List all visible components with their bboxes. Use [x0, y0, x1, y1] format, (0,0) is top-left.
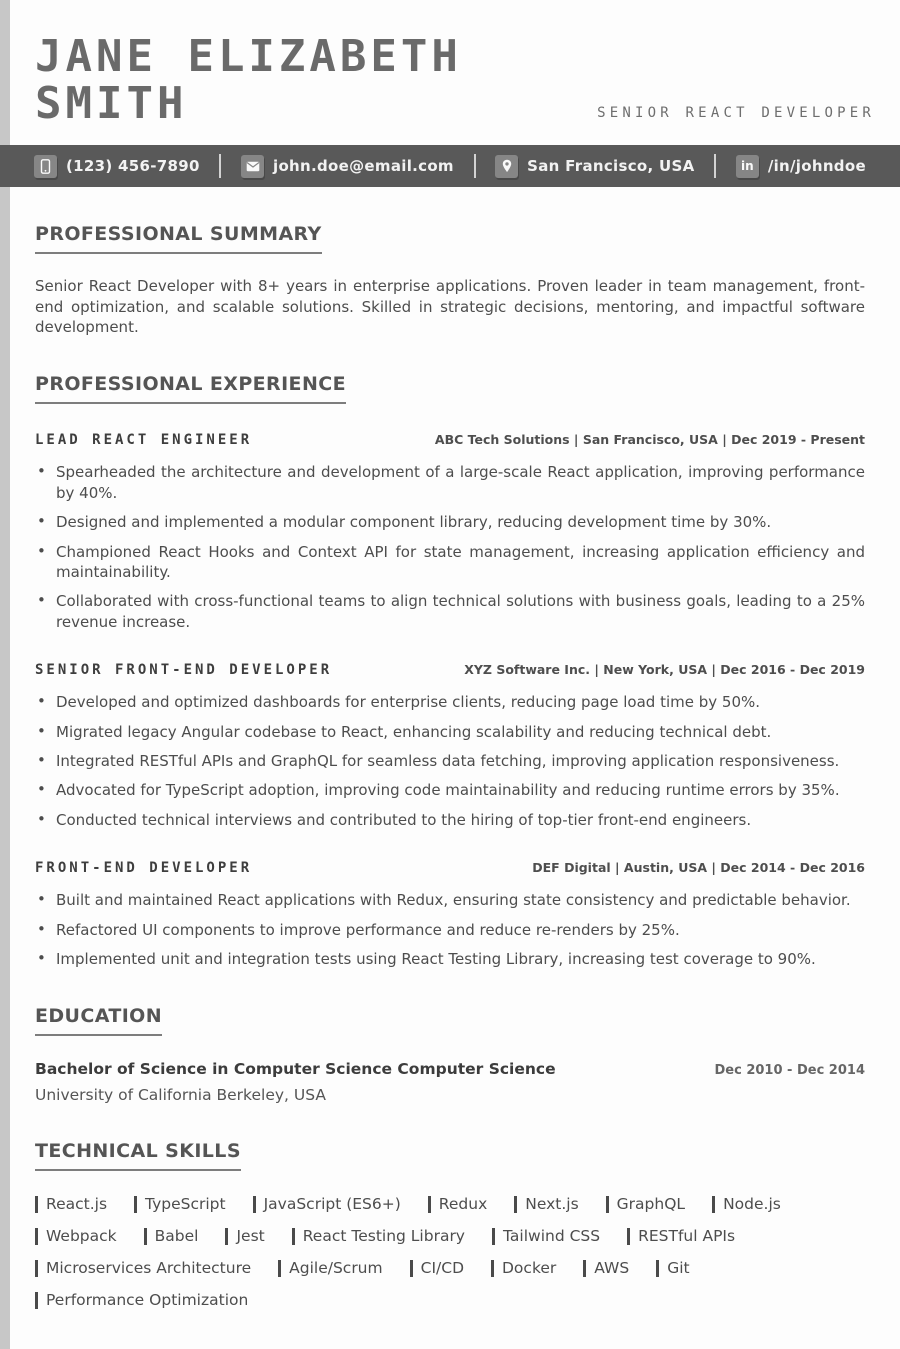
contact-phone [34, 155, 200, 178]
contact-separator [714, 154, 716, 178]
experience-job [35, 662, 865, 830]
job-bullet: • Refactored UI components to improve performance and reduce re-renders by 25%. [35, 920, 865, 940]
skill-item [253, 1195, 401, 1213]
job-bullet: • Built and maintained React applications with Redux, ensuring state consistency and predictable behavior. [35, 890, 865, 910]
skill-label: Next.js [525, 1195, 579, 1214]
skill-label: Jest [236, 1227, 265, 1246]
skill-item [514, 1195, 578, 1213]
skill-label: Agile/Scrum [289, 1259, 383, 1278]
job-meta: DEF Digital | Austin, USA | Dec 2014 - Dec 2016 [532, 860, 865, 876]
experience-job [35, 432, 865, 632]
skill-item [712, 1195, 781, 1213]
skill-separator-bar [278, 1260, 281, 1277]
section-professional-summary [35, 223, 865, 337]
contact-linkedin [736, 155, 866, 178]
skill-label: Docker [502, 1259, 557, 1278]
section-professional-experience [35, 373, 865, 969]
skill-separator-bar [583, 1260, 586, 1277]
skill-separator-bar [428, 1196, 431, 1213]
job-header [35, 860, 865, 876]
job-header [35, 662, 865, 678]
job-bullets [35, 890, 865, 969]
candidate-name [35, 31, 462, 129]
skill-item [35, 1259, 251, 1277]
skill-label: CI/CD [420, 1259, 464, 1278]
resume-body [0, 223, 900, 1349]
skill-item [225, 1227, 264, 1245]
contact-bar [0, 145, 900, 187]
section-education [35, 1005, 865, 1104]
skill-separator-bar [410, 1260, 413, 1277]
skill-separator-bar [514, 1196, 517, 1213]
skill-separator-bar [492, 1228, 495, 1245]
skill-separator-bar [35, 1228, 38, 1245]
job-bullet: • Championed React Hooks and Context API for state management, increasing application efficiency and maintainability. [35, 542, 865, 583]
job-bullet: • Collaborated with cross-functional teams to align technical solutions with business goals, leading to a 25% revenue increase. [35, 591, 865, 632]
linkedin-icon: in [736, 155, 759, 178]
skill-item [428, 1195, 487, 1213]
skill-label: TypeScript [145, 1195, 226, 1214]
contact-separator [219, 154, 221, 178]
location-pin-icon [495, 155, 518, 178]
education-school: University of California Berkeley, USA [35, 1086, 326, 1105]
job-bullets [35, 692, 865, 830]
skill-label: Performance Optimization [46, 1291, 249, 1310]
skill-separator-bar [225, 1228, 228, 1245]
job-bullet: • Migrated legacy Angular codebase to React, enhancing scalability and reducing technical debt. [35, 722, 865, 742]
skill-separator-bar [35, 1260, 38, 1277]
job-meta: ABC Tech Solutions | San Francisco, USA | Dec 2019 - Present [434, 432, 865, 448]
job-bullet: • Advocated for TypeScript adoption, improving code maintainability and reducing runtime errors by 35%. [35, 780, 865, 800]
job-title: SENIOR FRONT-END DEVELOPER [35, 662, 333, 679]
skill-label: Redux [438, 1195, 488, 1214]
skill-item [144, 1227, 199, 1245]
skill-item [491, 1259, 556, 1277]
skill-item [292, 1227, 465, 1245]
skill-item [606, 1195, 685, 1213]
contact-separator [474, 154, 476, 178]
skill-label: Webpack [46, 1227, 117, 1246]
job-bullet: • Conducted technical interviews and contributed to the hiring of top-tier front-end engineers. [35, 810, 865, 830]
job-bullet: • Integrated RESTful APIs and GraphQL for seamless data fetching, improving application responsiveness. [35, 751, 865, 771]
skill-label: React Testing Library [302, 1227, 465, 1246]
email-icon [241, 155, 264, 178]
phone-icon [34, 155, 57, 178]
skills-list [35, 1195, 865, 1309]
skill-label: Tailwind CSS [503, 1227, 601, 1246]
contact-email [241, 155, 454, 178]
skill-item [35, 1227, 117, 1245]
skill-item [35, 1195, 107, 1213]
left-accent-stripe [0, 0, 10, 1349]
skill-item [627, 1227, 735, 1245]
skill-separator-bar [292, 1228, 295, 1245]
skills-heading: TECHNICAL SKILLS [35, 1140, 241, 1171]
candidate-name-line2: SMITH [35, 77, 188, 129]
job-bullet: • Developed and optimized dashboards for enterprise clients, reducing page load time by 50%. [35, 692, 865, 712]
candidate-name-line1: JANE ELIZABETH [35, 31, 462, 82]
summary-text: Senior React Developer with 8+ years in enterprise applications. Proven leader in team management, front-end optimization, and scalable solutions. Skilled in strategic decisions, mentoring, and impactful software development. [35, 277, 865, 337]
skill-separator-bar [712, 1196, 715, 1213]
summary-heading: PROFESSIONAL SUMMARY [35, 223, 322, 254]
job-meta: XYZ Software Inc. | New York, USA | Dec 2016 - Dec 2019 [464, 662, 865, 678]
job-bullet: • Spearheaded the architecture and development of a large-scale React application, improving performance by 40%. [35, 462, 865, 503]
resume-header [0, 0, 900, 145]
skill-label: Microservices Architecture [46, 1259, 252, 1278]
education-degree: Bachelor of Science in Computer Science Computer Science [35, 1060, 556, 1079]
job-header [35, 432, 865, 448]
skill-label: GraphQL [616, 1195, 686, 1214]
skill-separator-bar [134, 1196, 137, 1213]
education-heading: EDUCATION [35, 1005, 162, 1036]
job-title: FRONT-END DEVELOPER [35, 860, 253, 877]
skill-separator-bar [606, 1196, 609, 1213]
education-entry [35, 1060, 865, 1104]
job-bullets [35, 462, 865, 632]
skill-separator-bar [35, 1196, 38, 1213]
skill-label: Babel [154, 1227, 199, 1246]
skill-item [492, 1227, 600, 1245]
job-bullet: • Designed and implemented a modular component library, reducing development time by 30%. [35, 512, 865, 532]
skill-label: Node.js [723, 1195, 781, 1214]
job-bullet: • Implemented unit and integration tests using React Testing Library, increasing test coverage to 90%. [35, 949, 865, 969]
skill-item [35, 1291, 248, 1309]
skill-label: Git [667, 1259, 690, 1278]
experience-jobs [35, 432, 865, 969]
skill-separator-bar [656, 1260, 659, 1277]
skill-item [656, 1259, 689, 1277]
skill-item [583, 1259, 629, 1277]
section-technical-skills [35, 1140, 865, 1309]
skill-separator-bar [627, 1228, 630, 1245]
experience-job [35, 860, 865, 969]
education-dates: Dec 2010 - Dec 2014 [714, 1063, 865, 1079]
skill-separator-bar [144, 1228, 147, 1245]
skill-separator-bar [253, 1196, 256, 1213]
skill-label: JavaScript (ES6+) [263, 1195, 401, 1214]
skill-separator-bar [491, 1260, 494, 1277]
contact-linkedin-text: /in/johndoe [767, 157, 866, 176]
job-title: LEAD REACT ENGINEER [35, 432, 253, 449]
skill-item [134, 1195, 226, 1213]
candidate-job-title: SENIOR REACT DEVELOPER [597, 105, 875, 122]
contact-location [495, 155, 694, 178]
experience-heading: PROFESSIONAL EXPERIENCE [35, 373, 346, 404]
skill-label: AWS [594, 1259, 630, 1278]
contact-phone-text: (123) 456-7890 [66, 157, 200, 176]
skill-label: RESTful APIs [638, 1227, 736, 1246]
skill-item [278, 1259, 382, 1277]
skill-item [410, 1259, 464, 1277]
contact-location-text: San Francisco, USA [527, 157, 695, 176]
skill-label: React.js [46, 1195, 108, 1214]
contact-email-text: john.doe@email.com [273, 157, 454, 176]
skill-separator-bar [35, 1292, 38, 1309]
